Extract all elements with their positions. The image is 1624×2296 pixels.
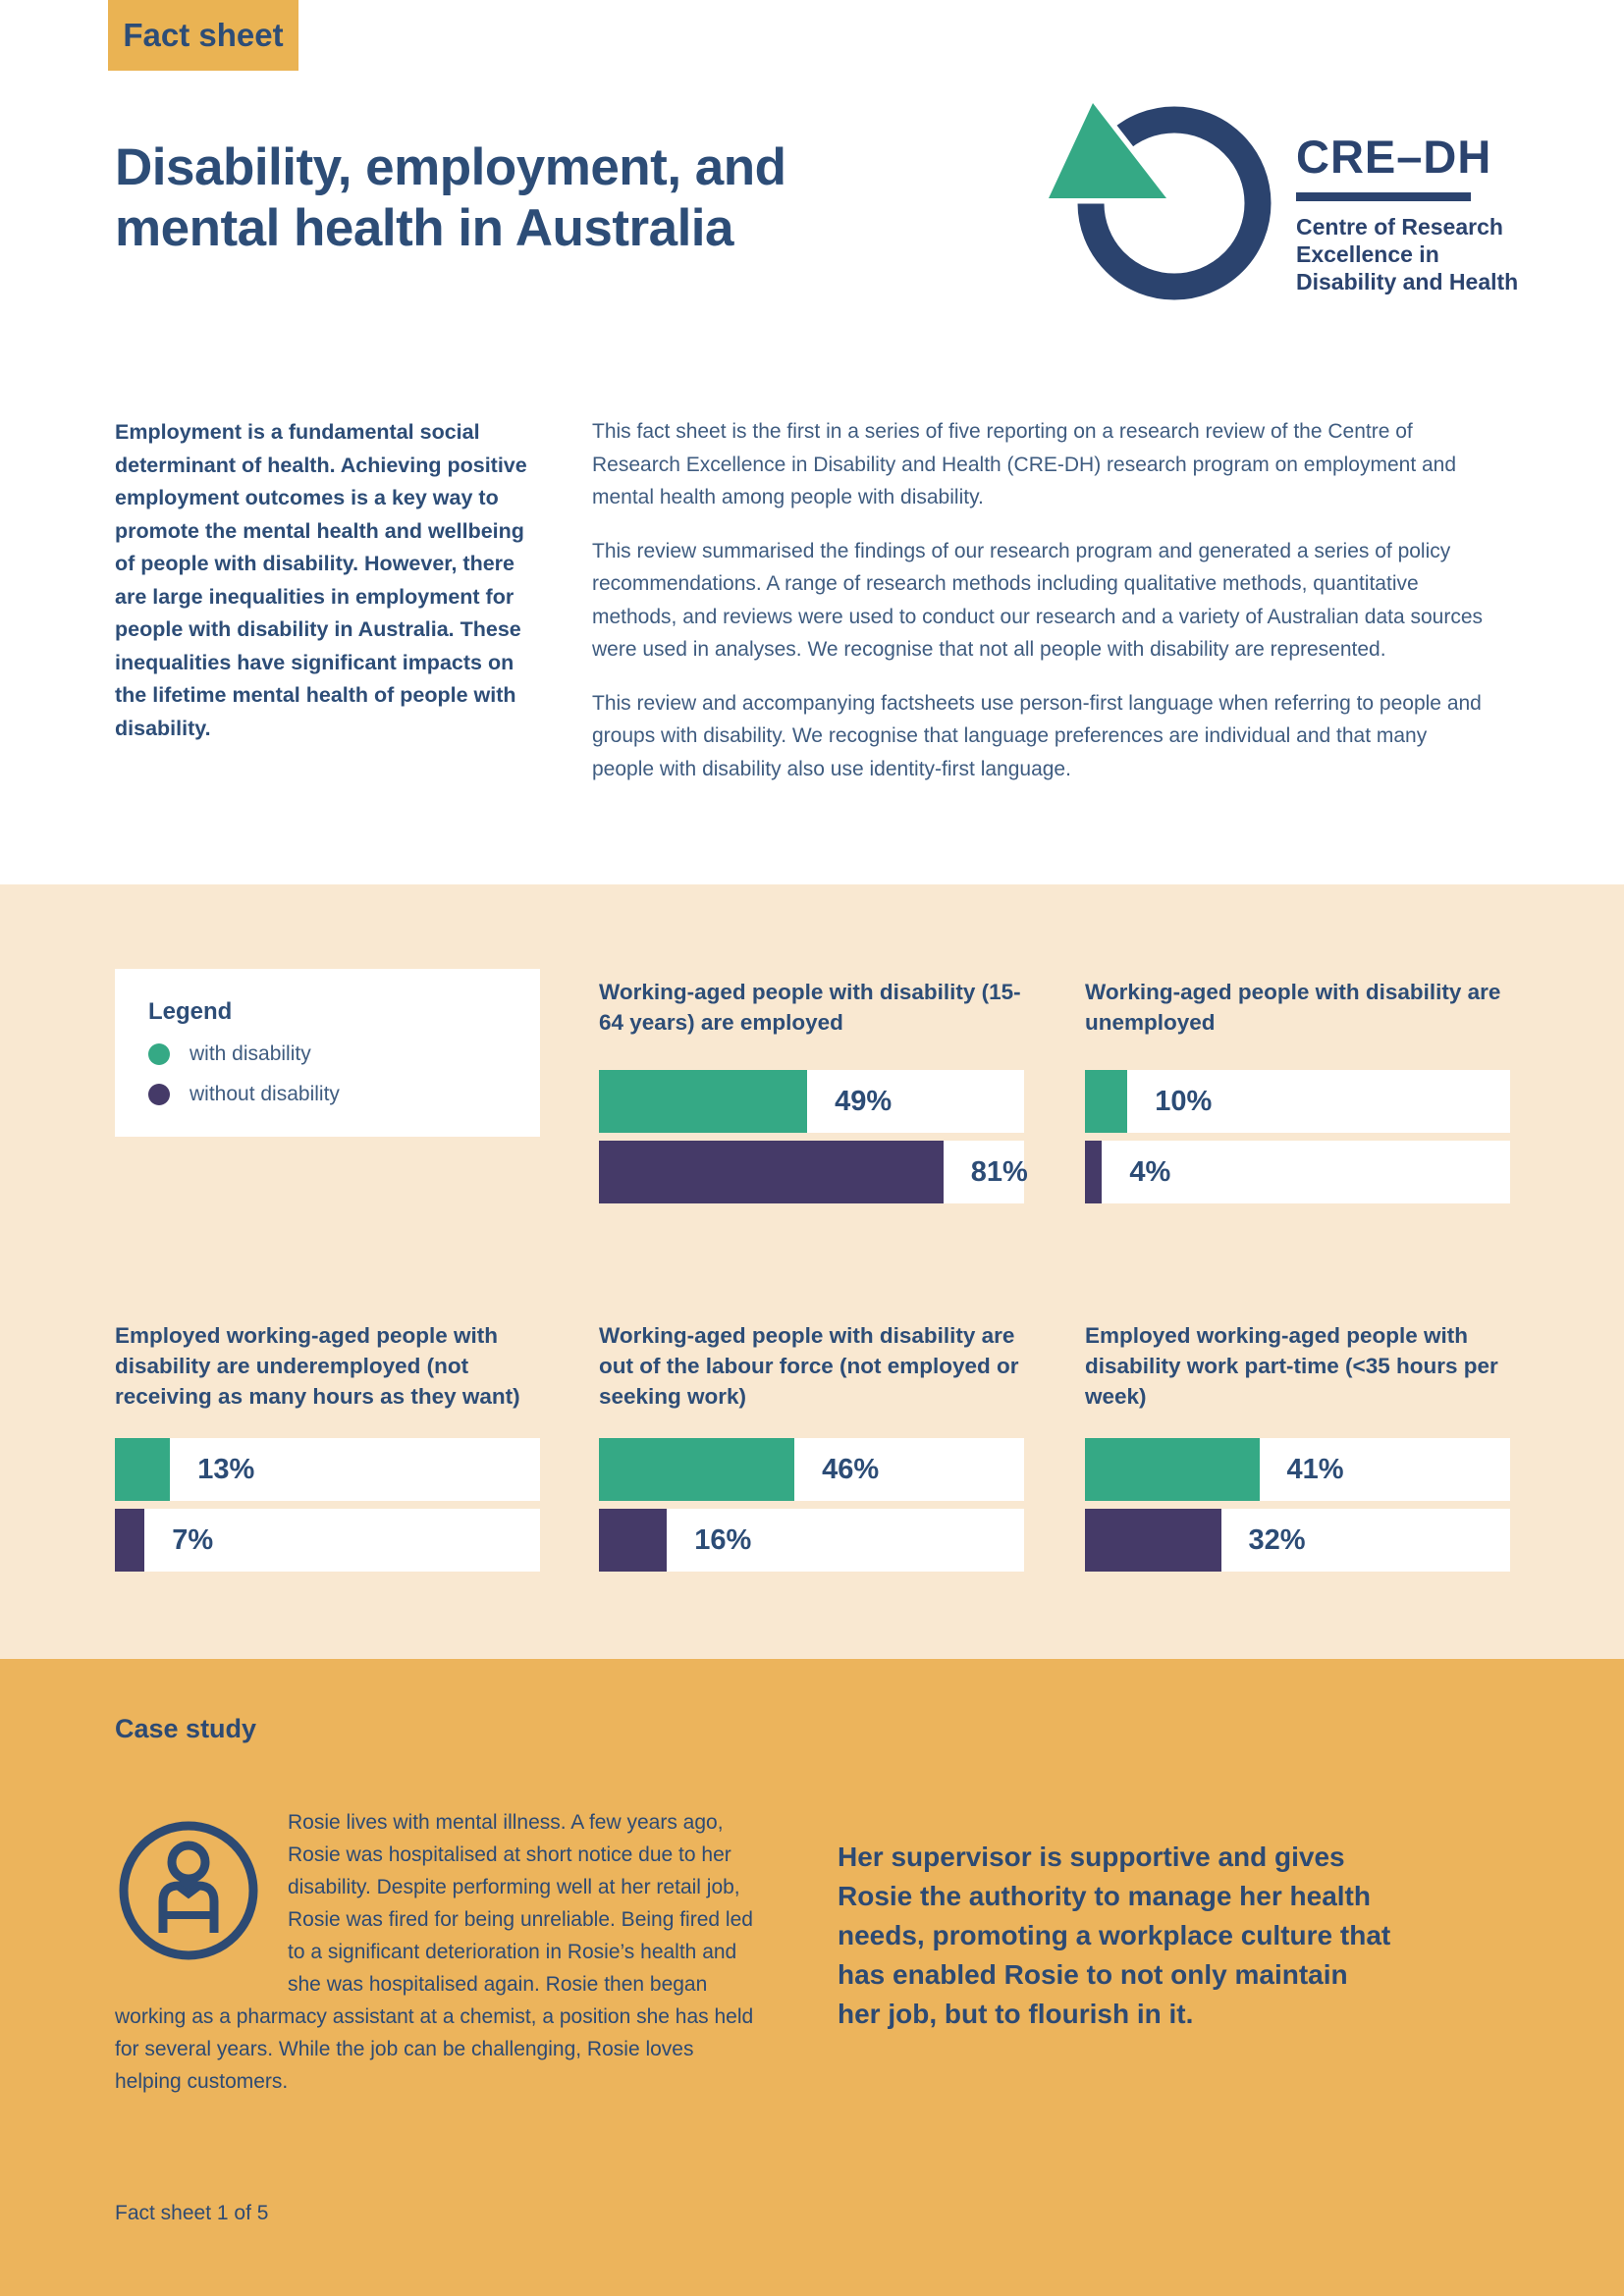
stats-band xyxy=(0,884,1624,1659)
bar-fill-without-disability xyxy=(1085,1509,1221,1572)
credh-acronym: CRE–DH xyxy=(1296,131,1492,183)
bar-value-label: 7% xyxy=(172,1524,214,1556)
bar-value-label: 16% xyxy=(694,1524,752,1556)
bar-fill-with-disability xyxy=(599,1070,807,1133)
chart-bars xyxy=(599,1070,1028,1203)
chart-title: Employed working-aged people with disability work part-time (<35 hours per week) xyxy=(1085,1323,1498,1409)
bar-fill-with-disability xyxy=(115,1438,170,1501)
mini-bar-chart xyxy=(599,1320,1024,1572)
page-title xyxy=(115,137,881,259)
case-study-body xyxy=(115,1806,758,2098)
bar-with-disability xyxy=(1085,1070,1510,1133)
bar-without-disability xyxy=(599,1509,1024,1572)
fact-sheet-badge-label: Fact sheet xyxy=(123,17,284,53)
chart-title: Working-aged people with disability are unemployed xyxy=(1085,980,1501,1035)
bar-with-disability xyxy=(1085,1438,1510,1501)
bar-fill-without-disability xyxy=(599,1141,944,1203)
intro-paragraph-2: This review summarised the findings of our research program and generated a series of policy recommendations. A range of research methods including qualitative methods, quantitative methods, and reviews were used to conduct our research and a variety of Australian data sources were used in analyses. We recognise that not all people with disability are represented. xyxy=(592,539,1483,661)
bar-without-disability xyxy=(1085,1509,1510,1572)
purple-dot-icon xyxy=(148,1084,170,1105)
legend-label: without disability xyxy=(189,1083,340,1105)
bar-fill-without-disability xyxy=(599,1509,667,1572)
chart-bars xyxy=(1085,1438,1510,1572)
mini-bar-chart xyxy=(599,977,1028,1203)
bar-fill-without-disability xyxy=(1085,1141,1102,1203)
credh-full-name: Centre of Research Excellence in Disability and Health xyxy=(1296,214,1519,294)
mini-bar-chart xyxy=(115,1320,540,1572)
chart-bars xyxy=(115,1438,540,1572)
mini-bar-chart xyxy=(1085,1320,1510,1572)
chart-title: Working-aged people with disability (15-64 years) are employed xyxy=(599,980,1021,1035)
bar-without-disability xyxy=(599,1141,1028,1203)
bar-without-disability xyxy=(115,1509,540,1572)
credh-logo-icon xyxy=(1039,91,1286,315)
bar-without-disability xyxy=(1085,1141,1510,1203)
intro-paragraph-1: This fact sheet is the first in a series of five reporting on a research review of the Centre of Research Excellence in Disability and Health (CRE-DH) research program on employment and mental health among people with disability. xyxy=(592,420,1457,508)
bar-value-label: 46% xyxy=(822,1454,880,1485)
chart-bars xyxy=(1085,1070,1510,1203)
bar-with-disability xyxy=(115,1438,540,1501)
intro-body xyxy=(592,415,1488,806)
bar-fill-without-disability xyxy=(115,1509,144,1572)
intro-paragraph-3: This review and accompanying factsheets use person-first language when referring to people and groups with disability. We recognise that language preferences are individual and that many people with disability also use identity-first language. xyxy=(592,691,1482,780)
legend-item-without-disability xyxy=(148,1083,540,1106)
bar-value-label: 41% xyxy=(1286,1454,1344,1485)
page-title-line-2: mental health in Australia xyxy=(115,199,734,257)
legend-title: Legend xyxy=(148,998,233,1025)
chart-title: Working-aged people with disability are out of the labour force (not employed or seeking work) xyxy=(599,1323,1019,1409)
bar-fill-with-disability xyxy=(1085,1070,1127,1133)
page-footer: Fact sheet 1 of 5 xyxy=(115,2202,269,2224)
mini-bar-chart xyxy=(1085,977,1510,1203)
chart-title: Employed working-aged people with disability are underemployed (not receiving as many hours as they want) xyxy=(115,1323,520,1409)
person-icon xyxy=(115,1816,262,1965)
credh-logo-text xyxy=(1296,133,1522,295)
legend-item-with-disability xyxy=(148,1042,540,1066)
bar-with-disability xyxy=(599,1070,1024,1133)
case-study-highlight: Her supervisor is supportive and gives Rosie the authority to manage her health needs, promoting a workplace culture that has enabled Rosie to not only maintain her job, but to flourish in it. xyxy=(838,1842,1391,2029)
bar-value-label: 81% xyxy=(970,1156,1028,1188)
legend-label: with disability xyxy=(189,1042,311,1065)
chart-bars xyxy=(599,1438,1024,1572)
bar-fill-with-disability xyxy=(599,1438,794,1501)
bar-value-label: 13% xyxy=(197,1454,255,1485)
page-title-line-1: Disability, employment, and xyxy=(115,138,786,196)
case-study-heading: Case study xyxy=(115,1714,257,1743)
bar-fill-with-disability xyxy=(1085,1438,1260,1501)
bar-value-label: 49% xyxy=(835,1086,893,1117)
green-dot-icon xyxy=(148,1043,170,1065)
bar-value-label: 4% xyxy=(1129,1156,1171,1188)
bar-value-label: 32% xyxy=(1248,1524,1306,1556)
case-study-text: Rosie lives with mental illness. A few years ago, Rosie was hospitalised at short notice due to her disability. Despite performing well at her retail job, Rosie was fired for being unreliable. Being fired led to a significant deterioration in Rosie’s health and she was hospitalised again. Rosie then began working as a pharmacy assistant at a chemist, a position she has held for several years. While the job can be challenging, Rosie loves helping customers. xyxy=(115,1811,754,2093)
credh-logo-divider xyxy=(1296,192,1471,201)
chart-legend xyxy=(115,969,540,1137)
case-study-band xyxy=(0,1659,1624,2296)
fact-sheet-badge xyxy=(108,0,298,71)
bar-with-disability xyxy=(599,1438,1024,1501)
intro-lead-paragraph: Employment is a fundamental social determinant of health. Achieving positive employment outcomes is a key way to promote the mental health and wellbeing of people with disability. However, there are large inequalities in employment for people with disability in Australia. These inequalities have significant impacts on the lifetime mental health of people with disability. xyxy=(115,420,527,740)
bar-value-label: 10% xyxy=(1155,1086,1213,1117)
